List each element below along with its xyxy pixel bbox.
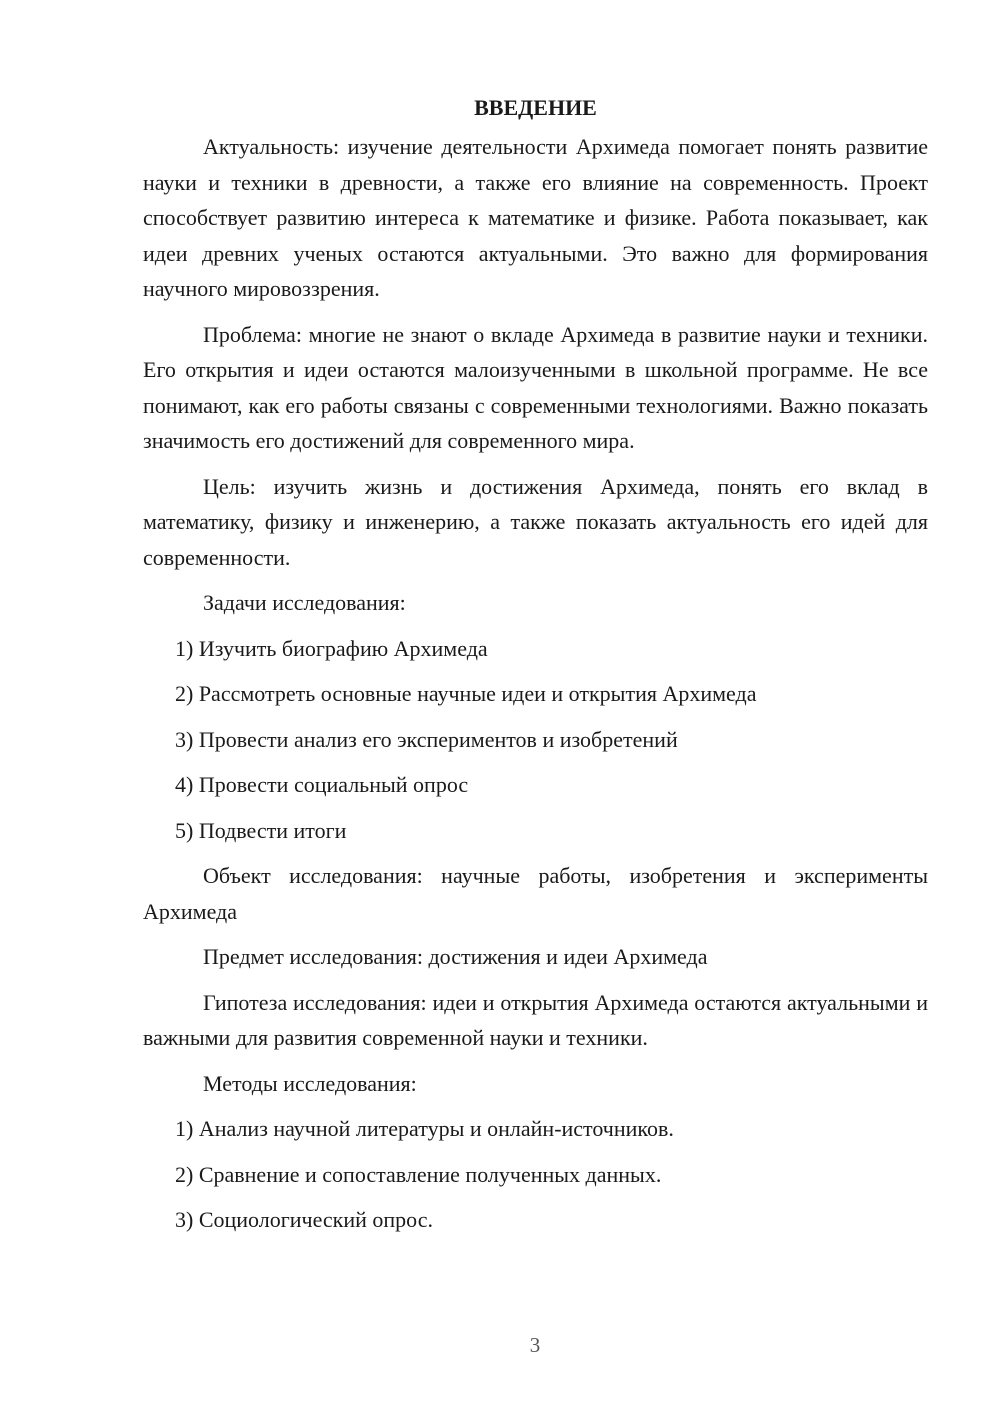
list-item: 3) Социологический опрос.	[175, 1207, 433, 1232]
methods-list	[143, 1111, 928, 1238]
methods-heading: Методы исследования:	[203, 1070, 417, 1096]
page-number: 3	[529, 1333, 541, 1357]
list-item: 2) Рассмотреть основные научные идеи и открытия Архимеда	[175, 681, 757, 706]
subject-paragraph: Предмет исследования: достижения и идеи Архимеда	[203, 944, 708, 969]
list-item: 5) Подвести итоги	[175, 817, 347, 843]
document-page	[143, 90, 928, 1248]
tasks-list	[143, 631, 928, 849]
page-title: ВВЕДЕНИЕ	[474, 95, 597, 120]
list-item: 1) Изучить биографию Архимеда	[175, 635, 488, 661]
list-item: 2) Сравнение и сопоставление полученных данных.	[175, 1161, 662, 1187]
goal-paragraph: Цель: изучить жизнь и достижения Архимеда, понять его вклад в математику, физику и инженерию, а также показать актуальность его идей для современности.	[143, 473, 928, 570]
list-item: 1) Анализ научной литературы и онлайн-источников.	[175, 1116, 674, 1141]
hypothesis-paragraph: Гипотеза исследования: идеи и открытия Архимеда остаются актуальными и важными для развития современной науки и техники.	[143, 989, 928, 1050]
list-item: 4) Провести социальный опрос	[175, 772, 469, 797]
tasks-heading: Задачи исследования:	[203, 590, 406, 615]
object-paragraph: Объект исследования: научные работы, изобретения и эксперименты Архимеда	[143, 863, 928, 924]
relevance-paragraph: Актуальность: изучение деятельности Архимеда помогает понять развитие науки и техники в древности, а также его влияние на современность. Проект способствует развитию интереса к математике и физике. Работа показывает, как идеи древних ученых остаются актуальными. Это важно для формирования научного мировоззрения.	[143, 134, 928, 301]
list-item: 3) Провести анализ его экспериментов и изобретений	[175, 726, 678, 752]
problem-paragraph: Проблема: многие не знают о вкладе Архимеда в развитие науки и техники. Его открытия и идеи остаются малоизученными в школьной программе. Не все понимают, как его работы связаны с современными технологиями. Важно показать значимость его достижений для современного мира.	[143, 321, 928, 453]
